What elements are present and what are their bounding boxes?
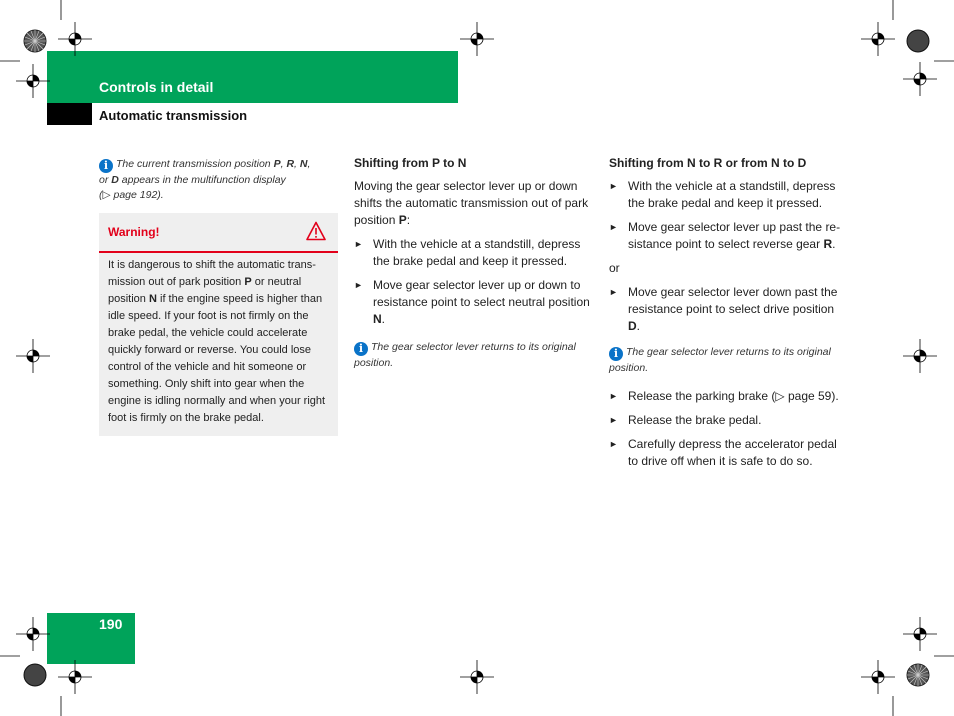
bullet-arrow-icon: ► bbox=[354, 239, 363, 249]
bullet-arrow-icon: ► bbox=[354, 280, 363, 290]
column-2 bbox=[354, 155, 594, 371]
bullet-arrow-icon: ► bbox=[609, 391, 618, 401]
subsection-title: Automatic transmission bbox=[99, 108, 248, 123]
info-icon: i bbox=[354, 342, 368, 356]
heading-n-to-r-or-d: Shifting from N to R or from N to D bbox=[609, 156, 807, 170]
intro-paragraph: Moving the gear selector lever up or down shifts the automatic transmission out of park position P: bbox=[354, 179, 589, 227]
info-icon: i bbox=[609, 347, 623, 361]
bullet-arrow-icon: ► bbox=[609, 181, 618, 191]
page-number: 190 bbox=[99, 616, 123, 632]
warning-text: It is dangerous to shift the automatic trans-mission out of park position P or neutral position N if the engine speed is higher than idle speed. If your foot is not firmly on the brake pedal, the vehicle could accelerate quickly forward or reverse. You could lose control of the vehicle and hit someone or something. Only shift into gear when the engine is idling normally and when your right foot is firmly on the brake pedal. bbox=[108, 259, 326, 424]
column-3 bbox=[609, 155, 849, 477]
list-item: ► Release the brake pedal. bbox=[609, 413, 762, 427]
column-1 bbox=[99, 157, 339, 436]
bullet-arrow-icon: ► bbox=[609, 287, 618, 297]
info-note: i The gear selector lever returns to its original position. bbox=[354, 341, 576, 369]
list-item: ► Move gear selector lever up or down to resistance point to select neutral position N. bbox=[354, 278, 590, 326]
list-item: ► Carefully depress the accelerator pedal to drive off when it is safe to do so. bbox=[609, 437, 837, 468]
list-item: ► Release the parking brake (▷ page 59). bbox=[609, 389, 839, 403]
section-title: Controls in detail bbox=[99, 79, 214, 95]
warning-label: Warning! bbox=[108, 225, 160, 239]
heading-p-to-n: Shifting from P to N bbox=[354, 156, 467, 170]
header-band bbox=[47, 51, 458, 103]
info-note: i The current transmission position P, R, N, or D appears in the multifunction display (▷ page 192). bbox=[99, 158, 311, 201]
list-item: ► Move gear selector lever down past the resistance point to select drive position D. bbox=[609, 285, 838, 333]
list-item: ► With the vehicle at a standstill, depress the brake pedal and keep it pressed. bbox=[354, 237, 581, 268]
list-item: ► Move gear selector lever up past the re-sistance point to select reverse gear R. bbox=[609, 220, 841, 251]
or-text: or bbox=[609, 261, 620, 275]
info-icon: i bbox=[99, 159, 113, 173]
header-tab-marker bbox=[47, 103, 92, 125]
warning-header bbox=[99, 213, 338, 253]
bullet-arrow-icon: ► bbox=[609, 222, 618, 232]
warning-triangle-icon bbox=[306, 221, 326, 241]
bullet-arrow-icon: ► bbox=[609, 439, 618, 449]
info-note: i The gear selector lever returns to its original position. bbox=[609, 346, 831, 374]
bullet-arrow-icon: ► bbox=[609, 415, 618, 425]
list-item: ► With the vehicle at a standstill, depress the brake pedal and keep it pressed. bbox=[609, 179, 836, 210]
warning-box bbox=[99, 213, 338, 436]
